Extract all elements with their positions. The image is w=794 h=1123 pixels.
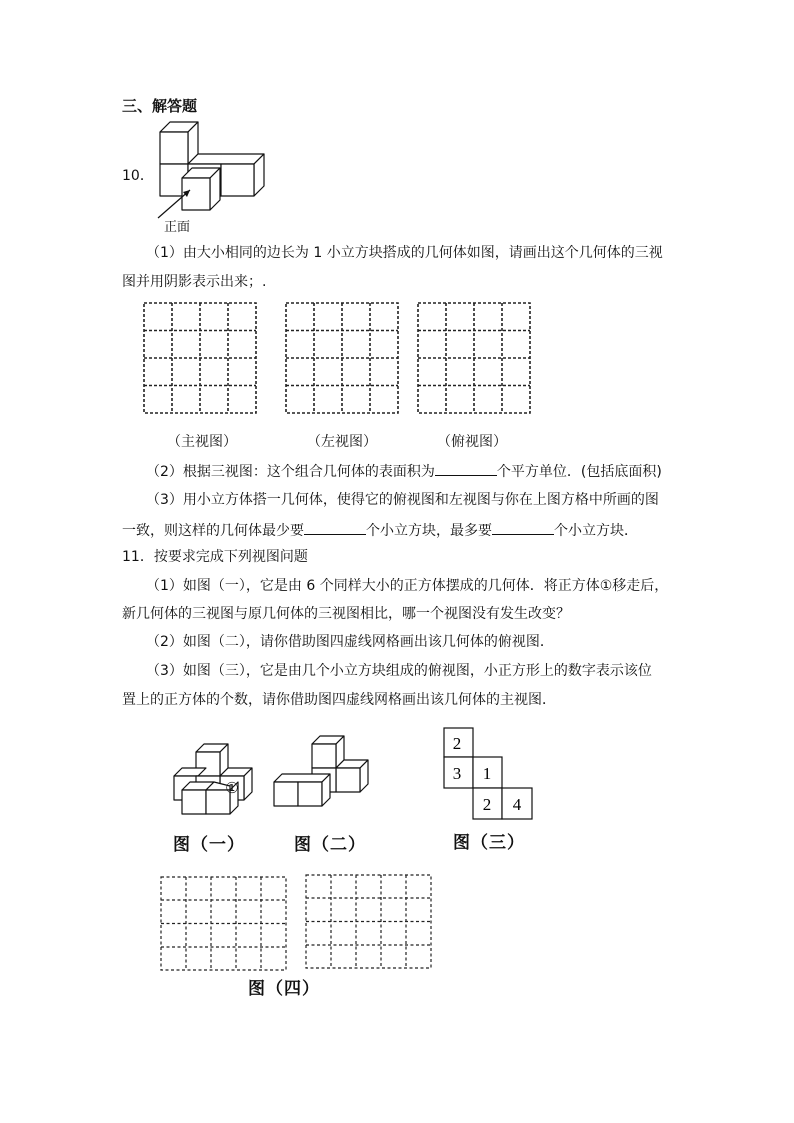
figure-3-label: 图（三）: [453, 833, 525, 853]
q10-cube-figure: [150, 120, 280, 230]
q10-part3-text-a: 一致，则这样的几何体最少要: [122, 523, 304, 539]
cell-r2c2: 1: [482, 764, 492, 783]
cell-r2c1: 3: [452, 764, 462, 783]
figure-4-grid-left[interactable]: [160, 876, 288, 972]
top-view-grid[interactable]: [417, 302, 531, 414]
caption-front-view: （主视图）: [167, 434, 237, 450]
surface-area-blank[interactable]: [435, 461, 497, 476]
q11-part1-line1: （1）如图（一），它是由 6 个同样大小的正方体摆成的几何体．将正方体①移走后，: [146, 578, 669, 594]
q10-part1-line2: 图并用阴影表示出来；.: [122, 274, 267, 290]
q10-part1-line1: （1）由大小相同的边长为 1 小立方块搭成的几何体如图，请画出这个几何体的三视: [146, 245, 663, 261]
q11-part2: （2）如图（二），请你借助图四虚线网格画出该几何体的俯视图．: [146, 634, 554, 650]
figure-1-cubes: [168, 740, 278, 820]
cell-r3c2: 2: [482, 795, 492, 814]
figure-4-label: 图（四）: [248, 979, 320, 999]
cube-1-marker: ①: [225, 779, 239, 797]
question-11-title: 11．按要求完成下列视图问题: [122, 549, 308, 565]
q10-part3-line1: （3）用小立方体搭一几何体，使得它的俯视图和左视图与你在上图方格中所画的图: [146, 492, 659, 508]
max-cubes-blank[interactable]: [492, 520, 554, 535]
figure-2-label: 图（二）: [294, 835, 366, 855]
figure-2-cubes: [268, 730, 378, 810]
figure-1-label: 图（一）: [173, 835, 245, 855]
caption-left-view: （左视图）: [307, 434, 377, 450]
figure-4-grid-right[interactable]: [305, 874, 433, 970]
q11-part3-line1: （3）如图（三），它是由几个小立方块组成的俯视图，小正方形上的数字表示该位: [146, 663, 652, 679]
q10-part3-text-b: 个小立方块，最多要: [366, 523, 492, 539]
q11-part3-line2: 置上的正方体的个数，请你借助图四虚线网格画出该几何体的主视图．: [122, 692, 556, 708]
front-view-grid[interactable]: [143, 302, 257, 414]
question-10-number: 10．: [122, 168, 154, 184]
q10-part3-line2: [122, 520, 638, 541]
min-cubes-blank[interactable]: [304, 520, 366, 535]
left-view-grid[interactable]: [285, 302, 399, 414]
q10-part2-text-a: （2）根据三视图：这个组合几何体的表面积为: [146, 464, 435, 480]
q10-part3-text-c: 个小立方块．: [554, 523, 638, 539]
front-label: 正面: [164, 220, 191, 235]
q10-part2: [146, 461, 662, 482]
figure-3-top-view: [443, 727, 535, 821]
q10-part2-text-b: 个平方单位．(包括底面积): [496, 464, 662, 480]
cell-r1c1: 2: [452, 734, 462, 753]
q11-part1-line2: 新几何体的三视图与原几何体的三视图相比，哪一个视图没有发生改变？: [122, 606, 570, 622]
section-heading: 三、解答题: [122, 97, 198, 115]
caption-top-view: （俯视图）: [437, 434, 507, 450]
cell-r3c3: 4: [512, 795, 522, 814]
